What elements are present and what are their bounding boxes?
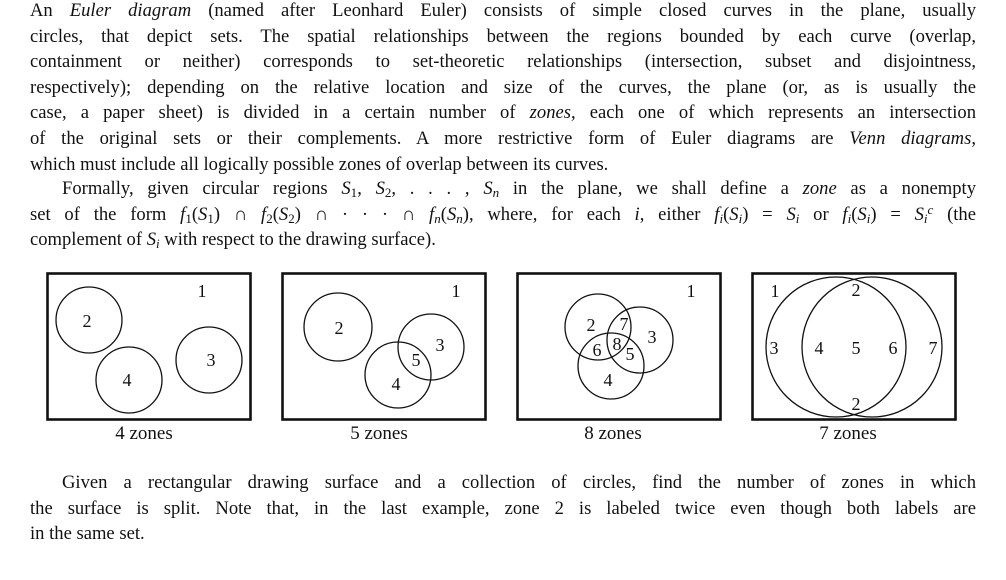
diagram-1-frame bbox=[48, 274, 251, 420]
diagram-1-caption: 4 zones bbox=[115, 423, 173, 444]
zone-label: 2 bbox=[334, 318, 344, 338]
zone-label: 5 bbox=[851, 338, 861, 358]
zone-label: 3 bbox=[769, 338, 779, 358]
zone-label: 7 bbox=[928, 338, 938, 358]
zone-label: 4 bbox=[814, 338, 824, 358]
intro-line-1: An Euler diagram (named after Leonhard Euler) consists of simple closed curves in the plane, usually bbox=[30, 0, 977, 21]
problem-line-3: in the same set. bbox=[30, 523, 145, 545]
zone-label: 2 bbox=[851, 280, 861, 300]
zone-label: 5 bbox=[411, 350, 421, 370]
intro-line-2: circles, that depict sets. The spatial relationships between the regions bounded by each curve (overlap, bbox=[30, 25, 976, 47]
zone-label: 1 bbox=[197, 281, 207, 301]
definition-line-2: set of the form $f_1(S_1)$ ∩ $f_2(S_2)$ ∩ · · · ∩ $f_n(S_n)$, where, for each i, either $f_i(S_i) = S_i$ or $f_i(S_i) = S_i^c$ (the bbox=[30, 201, 976, 226]
zone-label: 2 bbox=[82, 311, 92, 331]
problem-line-1: Given a rectangular drawing surface and a collection of circles, find the number of zones in which bbox=[62, 472, 976, 493]
definition-line-1: Formally, given circular regions $S_1$, $S_2$, . . . , $S_n$ in the plane, we shall define a zone as a nonempty bbox=[62, 178, 977, 200]
zone-label: 6 bbox=[888, 338, 898, 358]
zone-label: 6 bbox=[592, 340, 602, 360]
zone-label: 4 bbox=[391, 374, 401, 394]
intro-line-7: which must include all logically possible zones of overlap between its curves. bbox=[30, 153, 609, 175]
intro-line-4: respectively); depending on the relative location and size of the curves, the plane (or, as is usually the bbox=[30, 76, 976, 98]
problem-paragraph bbox=[30, 470, 976, 547]
intro-line-3: containment or neither) corresponds to set-theoretic relationships (intersection, subset and disjointness, bbox=[30, 51, 976, 73]
zone-label: 5 bbox=[625, 344, 635, 364]
zone-label: 7 bbox=[619, 314, 629, 334]
problem-line-2: the surface is split. Note that, in the last example, zone 2 is labeled twice even though both labels are bbox=[30, 497, 976, 519]
zone-label: 3 bbox=[435, 335, 445, 355]
zone-label: 8 bbox=[612, 334, 622, 354]
zone-label: 1 bbox=[770, 281, 780, 301]
zone-label: 1 bbox=[451, 281, 461, 301]
intro-line-5: case, a paper sheet) is divided in a certain number of zones, each one of which represents an intersection bbox=[30, 102, 976, 124]
diagram-4-circle-left bbox=[766, 277, 906, 417]
zone-label: 1 bbox=[686, 281, 696, 301]
diagram-3-caption: 8 zones bbox=[584, 423, 642, 444]
zone-label: 2 bbox=[851, 394, 861, 414]
diagram-4-caption: 7 zones bbox=[819, 423, 877, 444]
zone-label: 4 bbox=[122, 370, 132, 390]
definition-line-3: complement of $S_i$ with respect to the drawing surface). bbox=[30, 229, 436, 252]
diagram-2-caption: 5 zones bbox=[350, 423, 408, 444]
zone-label: 3 bbox=[647, 327, 657, 347]
intro-line-6: of the original sets or their complements. A more restrictive form of Euler diagrams are Venn diagrams, bbox=[30, 127, 976, 149]
zone-label: 4 bbox=[603, 370, 613, 390]
zone-label: 2 bbox=[586, 315, 596, 335]
zone-label: 3 bbox=[206, 350, 216, 370]
